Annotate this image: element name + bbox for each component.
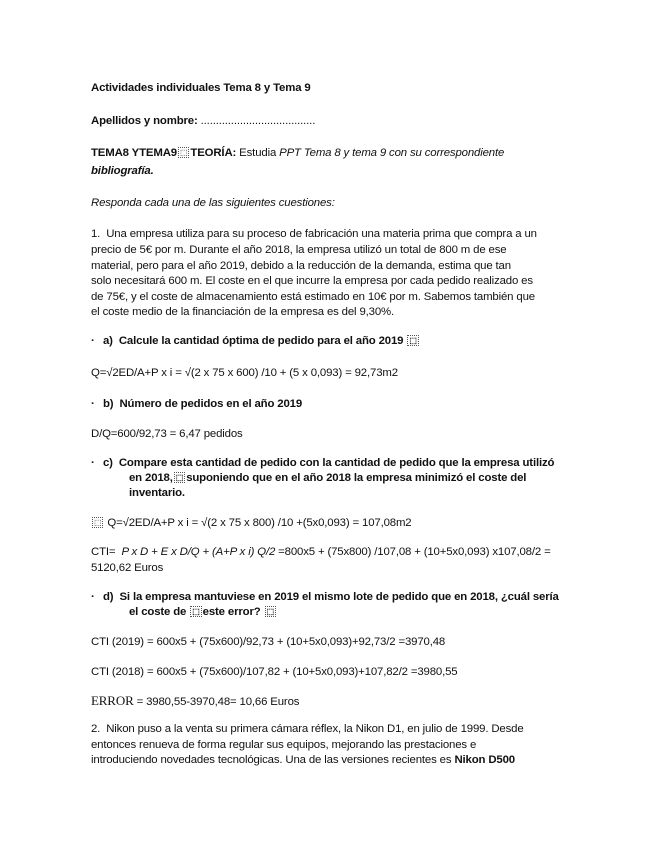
theory-heading: TEMA8 YTEMA9	[91, 147, 177, 159]
answer-c2-label: CTI=	[91, 546, 122, 558]
answer-d1: CTI (2019) = 600x5 + (75x600)/92,73 + (10+5x0,093)+92,73/2 =3970,48	[91, 636, 446, 648]
name-label: Apellidos y nombre:	[91, 115, 198, 127]
problem2-model: Nikon D500	[454, 754, 515, 766]
question-c-text: c) Compare esta cantidad de pedido con la cantidad de pedido que la empresa utilizó	[103, 457, 555, 469]
problem1-line: material, pero para el año 2019, debido a la reducción de la demanda, estima que tan	[91, 260, 511, 272]
problem2-line: entonces renueva de forma regular sus equipos, mejorando las prestaciones e	[91, 739, 477, 751]
answer-c2-calc: =800x5 + (75x800) /107,08 + (10+5x0,093) x107,08/2 =	[275, 546, 551, 558]
error-value: = 3980,55-3970,48= 10,66 Euros	[133, 696, 300, 708]
answer-c2	[91, 545, 551, 560]
question-d-cont	[129, 605, 277, 620]
theory-biblio: bibliografía.	[91, 165, 154, 177]
question-c-2018: en 2018,	[129, 472, 173, 484]
answer-b: D/Q=600/92,73 = 6,47 pedidos	[91, 428, 243, 440]
answer-a: Q=√2ED/A+P x i = √(2 x 75 x 600) /10 + (5 x 0,093) = 92,73m2	[91, 367, 398, 379]
document-title: Actividades individuales Tema 8 y Tema 9	[91, 82, 311, 94]
problem1-line: solo necesitará 600 m. El coste en el que incurre la empresa por cada pedido realizado es	[91, 275, 533, 287]
problem2-line	[91, 753, 515, 768]
placeholder-icon: ⬚	[266, 607, 274, 616]
placeholder-icon: ⬚	[192, 607, 200, 616]
name-line	[91, 114, 315, 129]
problem1-line: 1. Una empresa utiliza para su proceso de fabricación una materia prima que compra a un	[91, 228, 537, 240]
question-a	[91, 334, 420, 349]
question-c-suponiendo: suponiendo que en el año 2018 la empresa minimizó el coste del	[186, 472, 527, 484]
problem1-line: precio de 5€ por m. Durante el año 2018, la empresa utilizó un total de 800 m de ese	[91, 244, 507, 256]
question-d	[91, 590, 559, 605]
bullet-icon: ·	[91, 398, 95, 410]
question-d-error: este error?	[202, 606, 261, 618]
question-c	[91, 456, 554, 471]
bullet-icon: ·	[91, 335, 95, 347]
placeholder-icon: ⬚	[409, 336, 417, 345]
name-dots: ......................................	[200, 115, 316, 127]
question-b	[91, 397, 302, 412]
error-line	[91, 693, 299, 710]
question-d-text: d) Si la empresa mantuviese en 2019 el mismo lote de pedido que en 2018, ¿cuál sería	[103, 591, 559, 603]
placeholder-icon: ⬚	[175, 473, 184, 482]
answer-c3: 5120,62 Euros	[91, 562, 164, 574]
answer-c1	[91, 516, 411, 531]
question-c-cont	[129, 471, 526, 486]
answer-c1-text: Q=√2ED/A+P x i = √(2 x 75 x 800) /10 +(5x0,093) = 107,08m2	[104, 517, 412, 529]
answer-c2-formula: P x D + E x D/Q + (A+P x i) Q/2	[121, 546, 276, 558]
question-c-inventario: inventario.	[129, 487, 185, 499]
placeholder-icon: ⬚	[179, 148, 188, 157]
question-a-text: a) Calcule la cantidad óptima de pedido para el año 2019	[103, 335, 404, 347]
theory-label: TEORÍA:	[190, 147, 237, 159]
problem1-line: el coste medio de la financiación de la empresa es del 9,30%.	[91, 306, 395, 318]
problem1-line: de 75€, y el coste de almacenamiento está estimado en 10€ por m. Sabemos también que	[91, 291, 535, 303]
placeholder-icon: ⬚	[94, 518, 102, 527]
theory-text: Estudia	[236, 147, 280, 159]
theory-ppt: PPT Tema 8 y tema 9 con su correspondiente	[279, 147, 505, 159]
instruction: Responda cada una de las siguientes cuestiones:	[91, 197, 335, 209]
problem2-line: 2. Nikon puso a la venta su primera cámara réflex, la Nikon D1, en julio de 1999. Desde	[91, 723, 524, 735]
question-d-coste: el coste de	[129, 606, 187, 618]
bullet-icon: ·	[91, 457, 95, 469]
theory-line	[91, 146, 504, 161]
answer-d2: CTI (2018) = 600x5 + (75x600)/107,82 + (10+5x0,093)+107,82/2 =3980,55	[91, 666, 458, 678]
error-label: ERROR	[91, 693, 134, 708]
problem2-text: introduciendo novedades tecnológicas. Una de las versiones recientes es	[91, 754, 455, 766]
question-b-text: b) Número de pedidos en el año 2019	[103, 398, 303, 410]
bullet-icon: ·	[91, 591, 95, 603]
